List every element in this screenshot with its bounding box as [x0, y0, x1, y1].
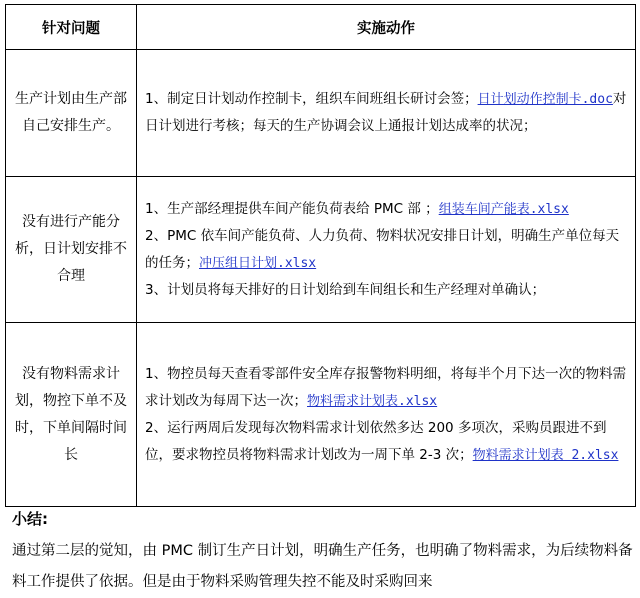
action-file-link[interactable]: 组装车间产能表.xlsx	[438, 201, 569, 217]
action-item	[145, 415, 629, 469]
action-text: 1、制定日计划动作控制卡，组织车间班组长研讨会签；	[145, 91, 478, 107]
action-file-link[interactable]: 物料需求计划表 2.xlsx	[472, 447, 619, 463]
table-row	[6, 323, 636, 507]
action-item	[145, 223, 629, 277]
action-text: 1、物控员每天查看零部件安全库存报警物料明细，将每半个月下达一次的物料需求计划改为每周下达一次；	[145, 365, 627, 409]
action-file-link[interactable]: 物料需求计划表.xlsx	[307, 393, 438, 409]
issue-cell: 没有物料需求计划，物控下单不及时，下单间隔时间长	[6, 323, 137, 507]
action-cell	[137, 323, 636, 507]
action-text: 对日计划进行考核；每天的生产协调会议上通报计划达成率的状况；	[145, 91, 627, 134]
action-cell	[137, 50, 636, 177]
summary-text: 通过第二层的觉知，由 PMC 制订生产日计划，明确生产任务，也明确了物料需求，为后续物料备料工作提供了依据。但是由于物料采购管理失控不能及时采购回来	[12, 543, 633, 590]
action-text: 3、计划员将每天排好的日计划给到车间组长和生产经理对单确认；	[145, 281, 546, 298]
header-issue: 针对问题	[6, 5, 137, 50]
action-cell	[137, 177, 636, 323]
problem-action-table	[5, 4, 636, 507]
table-row	[6, 50, 636, 177]
table-row	[6, 177, 636, 323]
action-item	[145, 196, 629, 223]
action-item	[145, 361, 629, 415]
action-file-link[interactable]: 冲压组日计划.xlsx	[199, 255, 317, 271]
issue-cell: 生产计划由生产部自己安排生产。	[6, 50, 137, 177]
summary-title: 小结:	[12, 510, 48, 528]
action-text: 1、生产部经理提供车间产能负荷表给 PMC 部 ；	[145, 200, 439, 217]
action-text: 2、PMC 依车间产能负荷、人力负荷、物料状况安排日计划，明确生产单位每天的任务；	[145, 227, 620, 271]
action-file-link[interactable]: 日计划动作控制卡.doc	[477, 92, 613, 107]
issue-cell: 没有进行产能分析，日计划安排不合理	[6, 177, 137, 323]
table-header-row	[6, 5, 636, 50]
action-item	[145, 277, 629, 304]
header-action: 实施动作	[137, 5, 636, 50]
action-text: 2、运行两周后发现每次物料需求计划依然多达 200 多项次，采购员跟进不到位，要求物控员将物料需求计划改为一周下单 2-3 次；	[145, 419, 607, 463]
